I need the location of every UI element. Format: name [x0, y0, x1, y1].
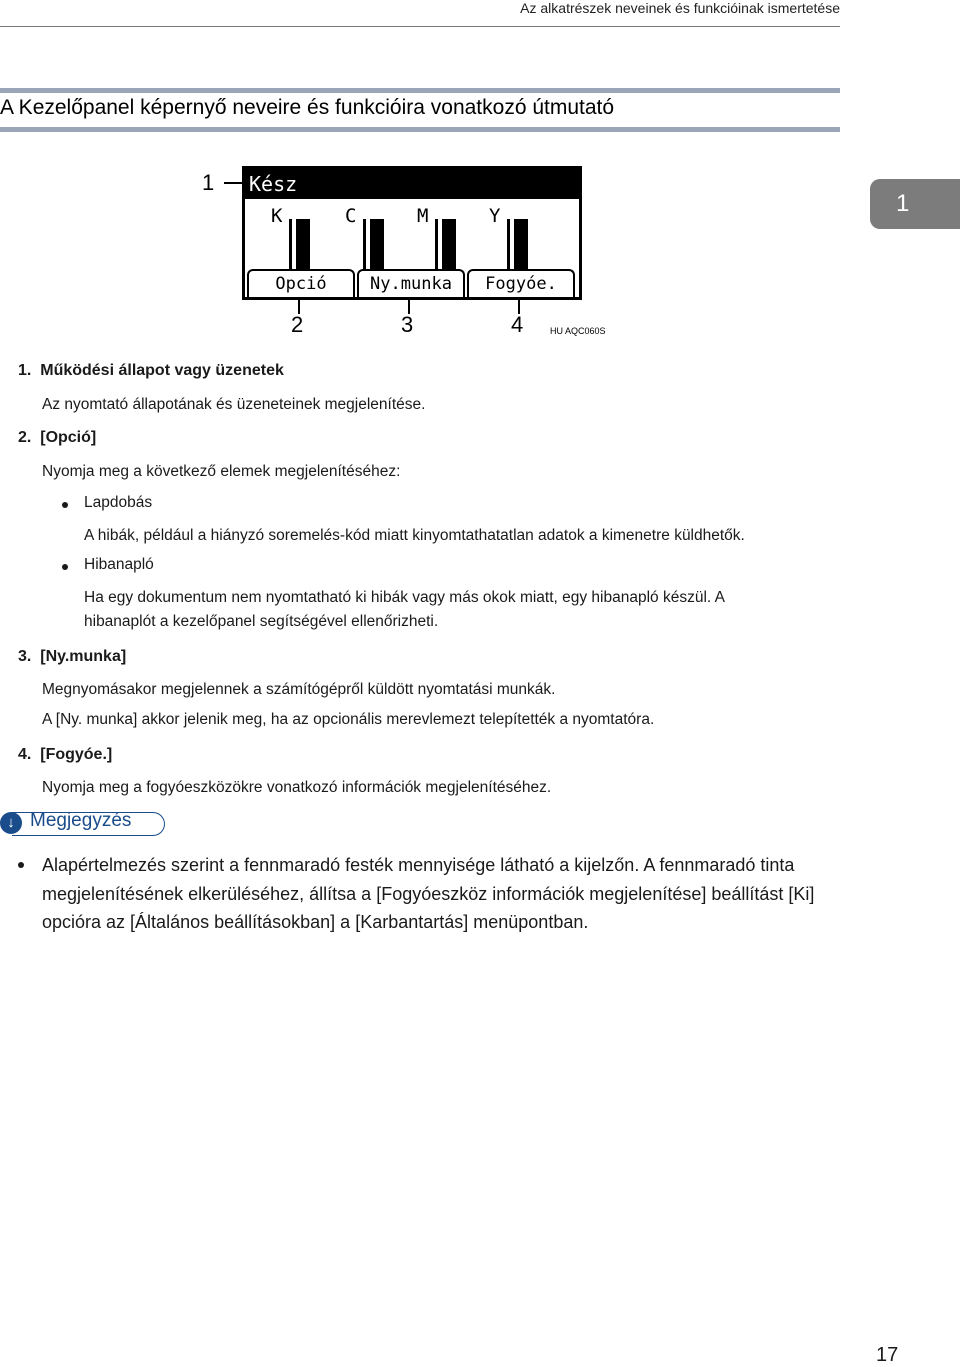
header-rule	[0, 26, 840, 27]
toner-label-k: K	[271, 205, 283, 227]
consumables-button[interactable]: Fogyóe.	[467, 269, 575, 297]
bullet-dot	[62, 502, 68, 508]
toner-label-y: Y	[489, 205, 501, 227]
page-number: 17	[876, 1344, 899, 1366]
note-label: Megjegyzés	[30, 810, 132, 831]
item-4-desc: Nyomja meg a fogyóeszközökre vonatkozó információk megjelenítéséhez.	[42, 779, 552, 796]
item-number: 4.	[18, 746, 32, 763]
toner-level-bar	[363, 219, 388, 271]
item-title: [Opció]	[40, 429, 97, 446]
page-title: A Kezelőpanel képernyő neveire és funkcióira vonatkozó útmutató	[0, 96, 615, 119]
lcd-status-text: Kész	[245, 169, 579, 199]
print-job-button[interactable]: Ny.munka	[357, 269, 465, 297]
callout-1-leader	[224, 182, 244, 184]
toner-level-bar	[289, 219, 314, 271]
title-bottom-rule	[0, 127, 840, 132]
item-3-heading	[18, 648, 126, 666]
item-3-desc: Megnyomásakor megjelennek a számítógépről küldött nyomtatási munkák.	[42, 681, 556, 698]
item-2-heading	[18, 429, 96, 447]
callout-1: 1	[202, 170, 215, 195]
callout-3: 3	[401, 312, 414, 337]
item-number: 2.	[18, 429, 32, 446]
bullet-dot	[62, 564, 68, 570]
control-panel-figure	[190, 160, 610, 340]
callout-4: 4	[511, 312, 524, 337]
toner-label-c: C	[345, 205, 357, 227]
toner-m	[417, 205, 477, 265]
option-button[interactable]: Opció	[247, 269, 355, 297]
bullet-lapdobas-desc: A hibák, például a hiányzó soremelés-kód miatt kinyomtathatatlan adatok a kimenetre küldhetők.	[84, 527, 745, 544]
item-title: Működési állapot vagy üzenetek	[40, 362, 284, 379]
bullet-dot	[18, 862, 24, 868]
item-3-desc-2: A [Ny. munka] akkor jelenik meg, ha az opcionális merevlemezt telepítették a nyomtatóra.	[42, 711, 655, 728]
lcd-button-row	[245, 269, 579, 297]
chapter-tab: 1	[870, 179, 960, 229]
note-text: Alapértelmezés szerint a fennmaradó festék mennyisége látható a kijelzőn. A fennmaradó tinta megjelenítésének elkerüléséhez, állítsa a [Fogyóeszköz információk megjelenítése] beállítást [Ki] opcióra az [Általános beállításokban] a [Karbantartás] menüpontban.	[42, 855, 815, 932]
toner-y	[489, 205, 549, 265]
title-top-rule	[0, 88, 840, 93]
toner-label-m: M	[417, 205, 429, 227]
toner-c	[345, 205, 405, 265]
bullet-hibanaplo: Hibanapló	[84, 556, 154, 573]
figure-code: HU AQC060S	[550, 326, 606, 336]
callout-2: 2	[291, 312, 304, 337]
item-number: 3.	[18, 648, 32, 665]
item-1-heading	[18, 362, 284, 380]
bullet-hibanaplo-desc: Ha egy dokumentum nem nyomtatható ki hibák vagy más okok miatt, egy hibanapló készül. A hibanaplót a kezelőpanel segítségével ellenőrizheti.	[84, 589, 725, 630]
bullet-lapdobas: Lapdobás	[84, 494, 153, 511]
lcd-screen	[242, 166, 582, 300]
toner-level-bar	[507, 219, 532, 271]
item-2-desc: Nyomja meg a következő elemek megjelenítéséhez:	[42, 463, 401, 480]
item-1-desc: Az nyomtató állapotának és üzeneteinek megjelenítése.	[42, 396, 426, 413]
toner-level-bar	[435, 219, 460, 271]
item-title: [Ny.munka]	[40, 648, 127, 665]
note-heading	[0, 810, 168, 838]
toner-k	[271, 205, 331, 265]
item-title: [Fogyóe.]	[40, 746, 113, 763]
item-4-heading	[18, 746, 112, 764]
item-number: 1.	[18, 362, 32, 379]
arrow-down-icon: ↓	[0, 812, 22, 834]
running-header: Az alkatrészek neveinek és funkcióinak ismertetése	[520, 0, 840, 16]
